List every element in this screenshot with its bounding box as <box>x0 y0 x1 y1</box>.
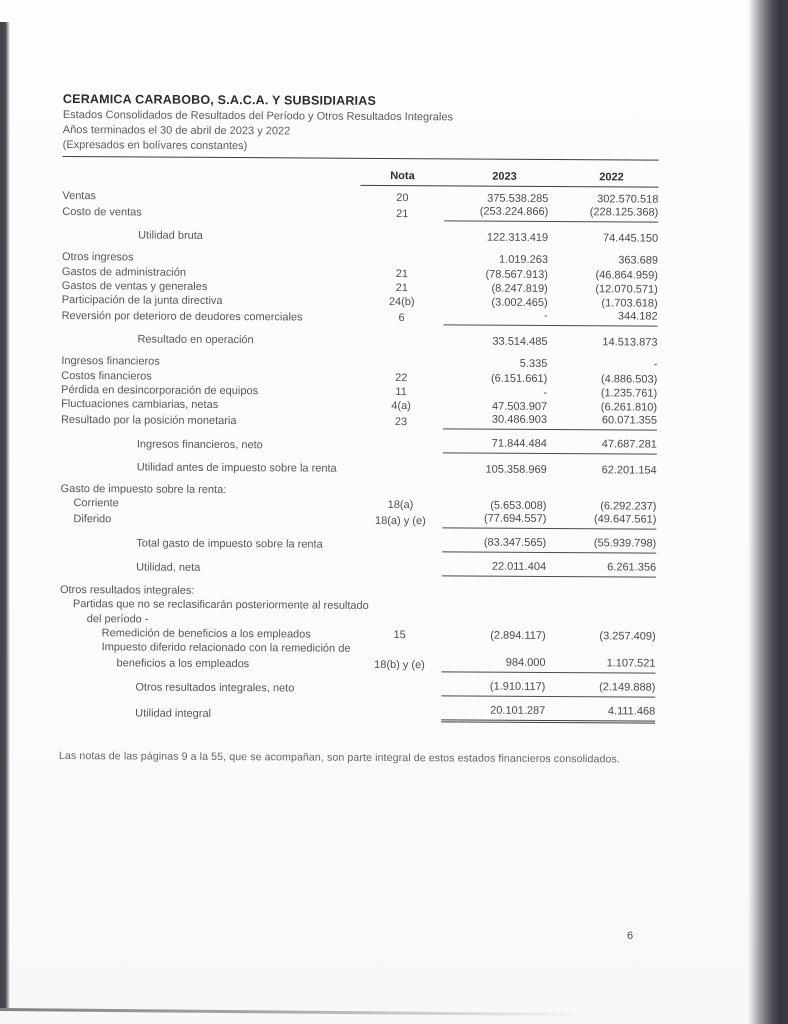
row-value-2022: - <box>653 358 658 371</box>
row-value-2022: 62.201.154 <box>601 463 657 477</box>
row-nota: 22 <box>395 371 408 384</box>
row-value-2023: (5.653.008) <box>490 500 547 513</box>
row-value-2023: (1.910.117) <box>441 681 545 698</box>
row-value-2022: 363.689 <box>618 254 659 267</box>
scan-left-edge <box>0 22 10 1008</box>
row-label: Participación de la junta directiva <box>61 294 223 308</box>
row-label: Total gasto de impuesto sobre la renta <box>136 537 323 552</box>
header-divider <box>63 156 659 161</box>
row-value-2022: 74.445.150 <box>603 232 659 245</box>
row-value-2023: 1.019.263 <box>499 253 549 267</box>
row-label: beneficios a los empleados <box>116 657 250 671</box>
row-nota <box>358 552 442 553</box>
row-value-2022: (3.257.409) <box>599 630 656 643</box>
row-value-2023: 5.335 <box>519 357 548 371</box>
row-value-2022: (55.939.798) <box>546 537 656 554</box>
table-row <box>62 203 658 223</box>
row-label: Fluctuaciones cambiarias, netas <box>61 398 219 412</box>
row-label: Ventas <box>62 190 97 203</box>
row-label: Corriente <box>73 497 119 510</box>
row-value-2022: (4.886.503) <box>600 372 658 386</box>
row-nota: 18(a) <box>387 499 414 512</box>
row-value-2023: 984.000 <box>441 657 545 674</box>
row-value-2023: 71.844.484 <box>443 438 547 455</box>
row-value-2022: (6.261.810) <box>600 401 658 414</box>
row-value-2022: (49.647.561) <box>546 513 656 530</box>
row-nota <box>358 576 442 577</box>
row-label: Partidas que no se reclasificarán posteriormente al resultado <box>72 598 369 613</box>
column-header-nota: Nota <box>360 170 444 187</box>
row-value-2022: 302.570.518 <box>597 193 659 207</box>
row-label: Impuesto diferido relacionado con la remedición de <box>101 641 351 656</box>
table-row <box>59 654 655 674</box>
row-value-2023: (78.567.913) <box>485 268 548 281</box>
scan-right-edge <box>748 0 788 1024</box>
statement-title: Estados Consolidados de Resultados del Período y Otros Resultados Integrales <box>62 108 454 124</box>
row-label: Resultado en operación <box>137 333 254 346</box>
row-value-2023: 122.313.419 <box>486 231 549 244</box>
row-label: Pérdida en desincorporación de equipos <box>61 383 259 398</box>
row-value-2022: 6.261.356 <box>546 561 656 578</box>
row-label: Costo de ventas <box>62 206 142 219</box>
row-value-2023: (6.151.661) <box>490 372 548 385</box>
row-nota <box>357 722 441 723</box>
row-value-2023: (8.247.819) <box>491 282 548 295</box>
row-nota: 21 <box>396 208 409 221</box>
row-nota: 11 <box>395 385 407 399</box>
company-name: CERAMICA CARABOBO, S.A.C.A. Y SUBSIDIARIAS <box>62 92 377 108</box>
row-value-2022: 14.513.873 <box>602 336 658 349</box>
row-label: Resultado por la posición monetaria <box>60 414 237 428</box>
row-value-2023: - <box>444 310 548 327</box>
row-nota: 21 <box>395 281 408 295</box>
row-value-2023: (77.694.557) <box>442 513 546 530</box>
row-label: Gastos de ventas y generales <box>61 279 208 293</box>
row-nota: 23 <box>394 416 408 429</box>
table-header-spacer <box>62 184 360 186</box>
row-value-2023: (83.347.565) <box>442 537 546 554</box>
row-value-2023: 33.514.485 <box>492 335 548 348</box>
row-label: Otros ingresos <box>61 251 134 264</box>
row-value-2023: (253.224.866) <box>444 206 548 223</box>
table-row <box>61 411 657 431</box>
row-label: Diferido <box>73 513 112 526</box>
table-row <box>61 435 657 455</box>
table-header-row <box>62 168 658 188</box>
row-value-2022: 4.111.468 <box>545 705 655 724</box>
row-value-2023: (3.002.465) <box>491 296 548 310</box>
row-nota: 15 <box>393 629 406 642</box>
table-row <box>61 331 657 349</box>
row-value-2022: (2.149.888) <box>545 681 655 698</box>
statement-content <box>59 92 659 766</box>
table-row <box>60 510 656 530</box>
row-value-2022: (228.125.368) <box>548 206 658 223</box>
row-nota <box>359 476 443 477</box>
currency-note: (Expresados en bolívares constantes) <box>62 138 248 153</box>
row-nota: 6 <box>398 312 405 325</box>
table-row <box>61 459 657 477</box>
row-value-2022: (46.864.959) <box>595 268 658 282</box>
row-value-2023: 20.101.287 <box>441 705 545 724</box>
row-value-2022: 344.182 <box>548 310 658 327</box>
row-nota <box>359 348 443 349</box>
row-nota <box>360 244 444 245</box>
statement-table-body <box>59 189 658 724</box>
row-nota: 24(b) <box>388 296 415 309</box>
row-label: Utilidad, neta <box>136 561 201 575</box>
row-nota: 18(b) y (e) <box>374 659 425 672</box>
row-label: Remedición de beneficios a los empleados <box>101 627 311 641</box>
row-value-2023: 47.503.907 <box>491 400 548 414</box>
table-row <box>60 558 656 578</box>
table-row <box>59 678 655 698</box>
row-value-2022: 1.107.521 <box>545 657 655 674</box>
row-value-2022: (1.703.618) <box>601 297 658 310</box>
row-value-2023: 22.011.404 <box>442 561 546 578</box>
row-value-2023: 30.486.903 <box>443 414 547 431</box>
row-label: Ingresos financieros <box>61 355 160 368</box>
row-nota <box>359 453 443 454</box>
row-value-2023: (2.894.117) <box>490 629 546 642</box>
row-label: Utilidad antes de impuesto sobre la renta <box>136 461 337 475</box>
row-label: Otros resultados integrales, neto <box>135 681 295 695</box>
row-label: Ingresos financieros, neto <box>136 438 263 452</box>
table-row <box>62 227 658 245</box>
row-nota <box>357 696 441 697</box>
row-label: Reversión por deterioro de deudores comerciales <box>61 310 303 324</box>
row-value-2022: 47.687.281 <box>547 438 657 455</box>
row-nota: 18(a) y (e) <box>374 515 426 528</box>
scan-bottom-edge <box>0 1008 620 1016</box>
period-line: Años terminados el 30 de abril de 2023 y 2022 <box>62 123 291 138</box>
row-value-2022: (1.235.761) <box>600 387 658 400</box>
table-row <box>60 534 656 554</box>
row-label: Gastos de administración <box>61 265 187 279</box>
footnote: Las notas de las páginas 9 a la 55, que se acompañan, son parte integral de estos estados financieros consolidados. <box>58 750 620 766</box>
row-label: Utilidad bruta <box>138 229 203 242</box>
page-number: 6 <box>627 930 634 942</box>
row-nota: 20 <box>396 192 409 205</box>
row-label: Otros resultados integrales: <box>59 583 195 597</box>
row-value-2023: - <box>543 386 548 399</box>
column-header-2023: 2023 <box>444 170 548 187</box>
table-row <box>59 702 655 724</box>
row-nota: 4(a) <box>391 400 411 413</box>
row-label: del período - <box>86 612 149 626</box>
row-label: Costos financieros <box>61 369 152 383</box>
row-value-2023: 105.358.969 <box>485 463 547 476</box>
column-header-2022: 2022 <box>548 171 658 188</box>
row-value-2023: 375.538.285 <box>487 192 549 206</box>
row-nota: 21 <box>395 267 409 280</box>
row-value-2022: (12.070.571) <box>595 283 658 296</box>
row-label: Utilidad integral <box>135 707 212 721</box>
table-row <box>62 307 658 327</box>
row-label: Gasto de impuesto sobre la renta: <box>60 483 227 497</box>
row-value-2022: 60.071.355 <box>547 414 657 431</box>
income-statement-table <box>59 168 658 724</box>
row-value-2022: (6.292.237) <box>600 500 657 514</box>
